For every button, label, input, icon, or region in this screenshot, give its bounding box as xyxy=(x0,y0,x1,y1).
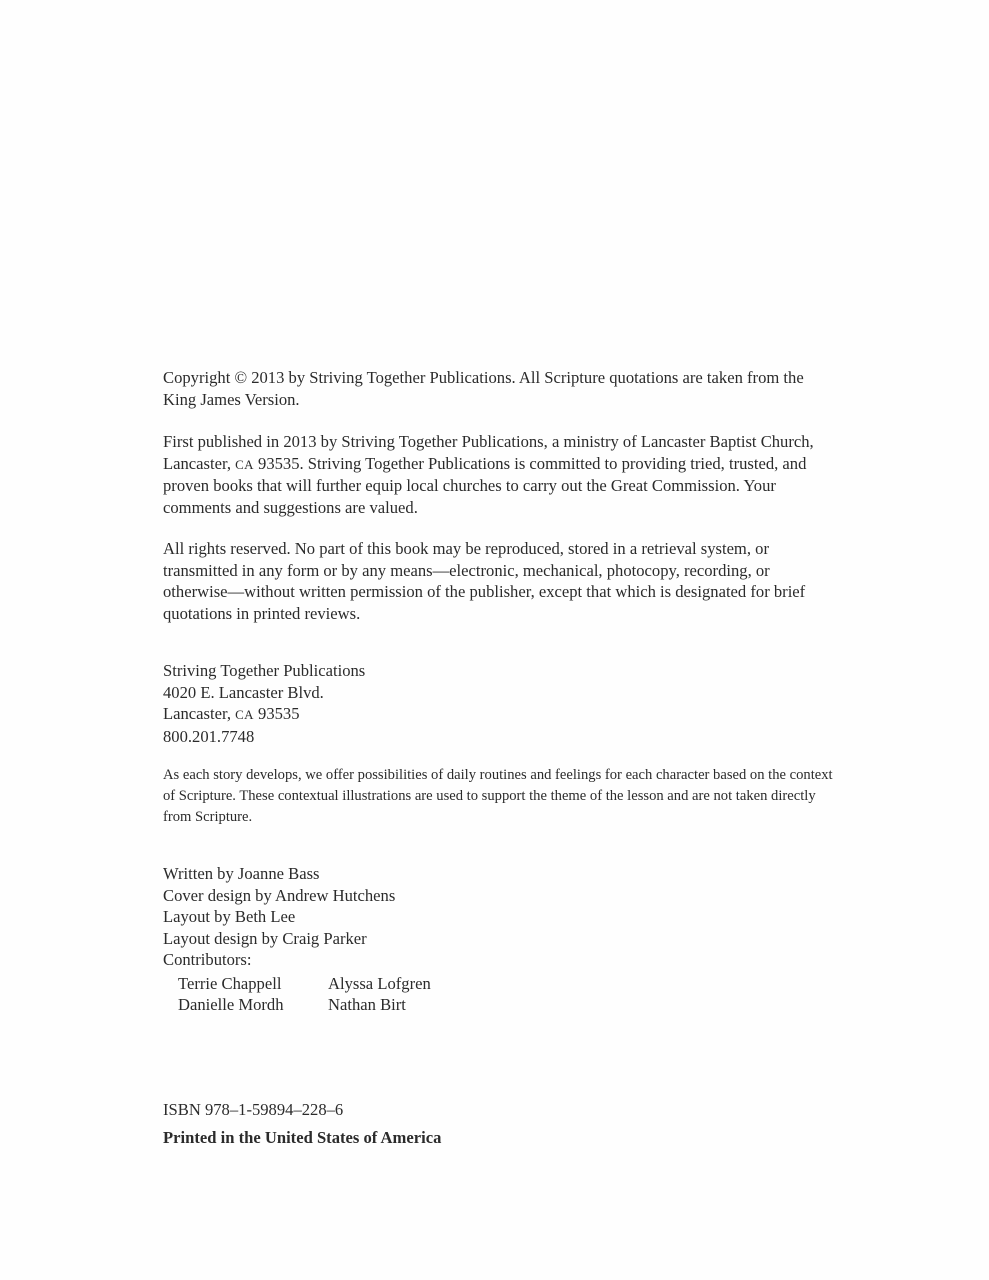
first-published-text xyxy=(163,431,833,518)
state-abbrev: CA xyxy=(235,456,254,472)
credit-author: Written by Joanne Bass xyxy=(163,864,320,883)
first-published-paragraph xyxy=(163,431,833,518)
publisher-phone: 800.201.7748 xyxy=(163,726,255,746)
copyright-paragraph xyxy=(163,367,833,410)
credits xyxy=(163,863,833,1016)
printed-line xyxy=(163,1127,833,1149)
contributors-list xyxy=(163,973,833,1016)
publisher-name: Striving Together Publications xyxy=(163,661,366,680)
publisher-street: 4020 E. Lancaster Blvd. xyxy=(163,682,324,702)
credit-layout: Layout by Beth Lee xyxy=(163,907,296,926)
isbn: ISBN 978–1-59894–228–6 xyxy=(163,1100,344,1119)
rights-paragraph xyxy=(163,538,833,624)
publisher-city-line xyxy=(163,703,833,726)
contributor: Danielle Mordh xyxy=(178,995,284,1014)
contributor: Nathan Birt xyxy=(328,995,406,1014)
first-published-part2: 93535. Striving Together Publications is committed to providing tried, trusted, and proven books that will further equip local churches to carry out the Great Commission. Your comments and suggestions are valued. xyxy=(163,453,807,517)
credit-layout-design: Layout design by Craig Parker xyxy=(163,928,367,948)
contributor: Alyssa Lofgren xyxy=(328,973,431,993)
disclaimer-paragraph xyxy=(163,765,833,828)
publisher-address xyxy=(163,660,833,747)
isbn-line xyxy=(163,1099,833,1121)
contributors-label: Contributors: xyxy=(163,950,252,969)
copyright-text: Copyright © 2013 by Striving Together Publications. All Scripture quotations are taken from the King James Version. xyxy=(163,368,804,409)
disclaimer-text: As each story develops, we offer possibilities of daily routines and feelings for each character based on the context of Scripture. These contextual illustrations are used to support the theme of the lesson and are not taken directly from Scripture. xyxy=(163,767,833,825)
publisher-state: CA xyxy=(235,707,254,722)
credit-cover-design: Cover design by Andrew Hutchens xyxy=(163,885,396,905)
contributor: Terrie Chappell xyxy=(178,973,282,993)
publisher-city: Lancaster, xyxy=(163,704,236,723)
first-published-part1: First published in 2013 by Striving Together Publications, a ministry of Lancaster Baptist Church, Lancaster, xyxy=(163,432,814,473)
rights-text: All rights reserved. No part of this book may be reproduced, stored in a retrieval system, or transmitted in any form or by any means—electronic, mechanical, photocopy, recording, or otherwise—without written permission of the publisher, except that which is designated for brief quotations in printed reviews. xyxy=(163,539,806,623)
printed-in: Printed in the United States of America xyxy=(163,1128,442,1147)
publisher-zip: 93535 xyxy=(253,704,300,723)
